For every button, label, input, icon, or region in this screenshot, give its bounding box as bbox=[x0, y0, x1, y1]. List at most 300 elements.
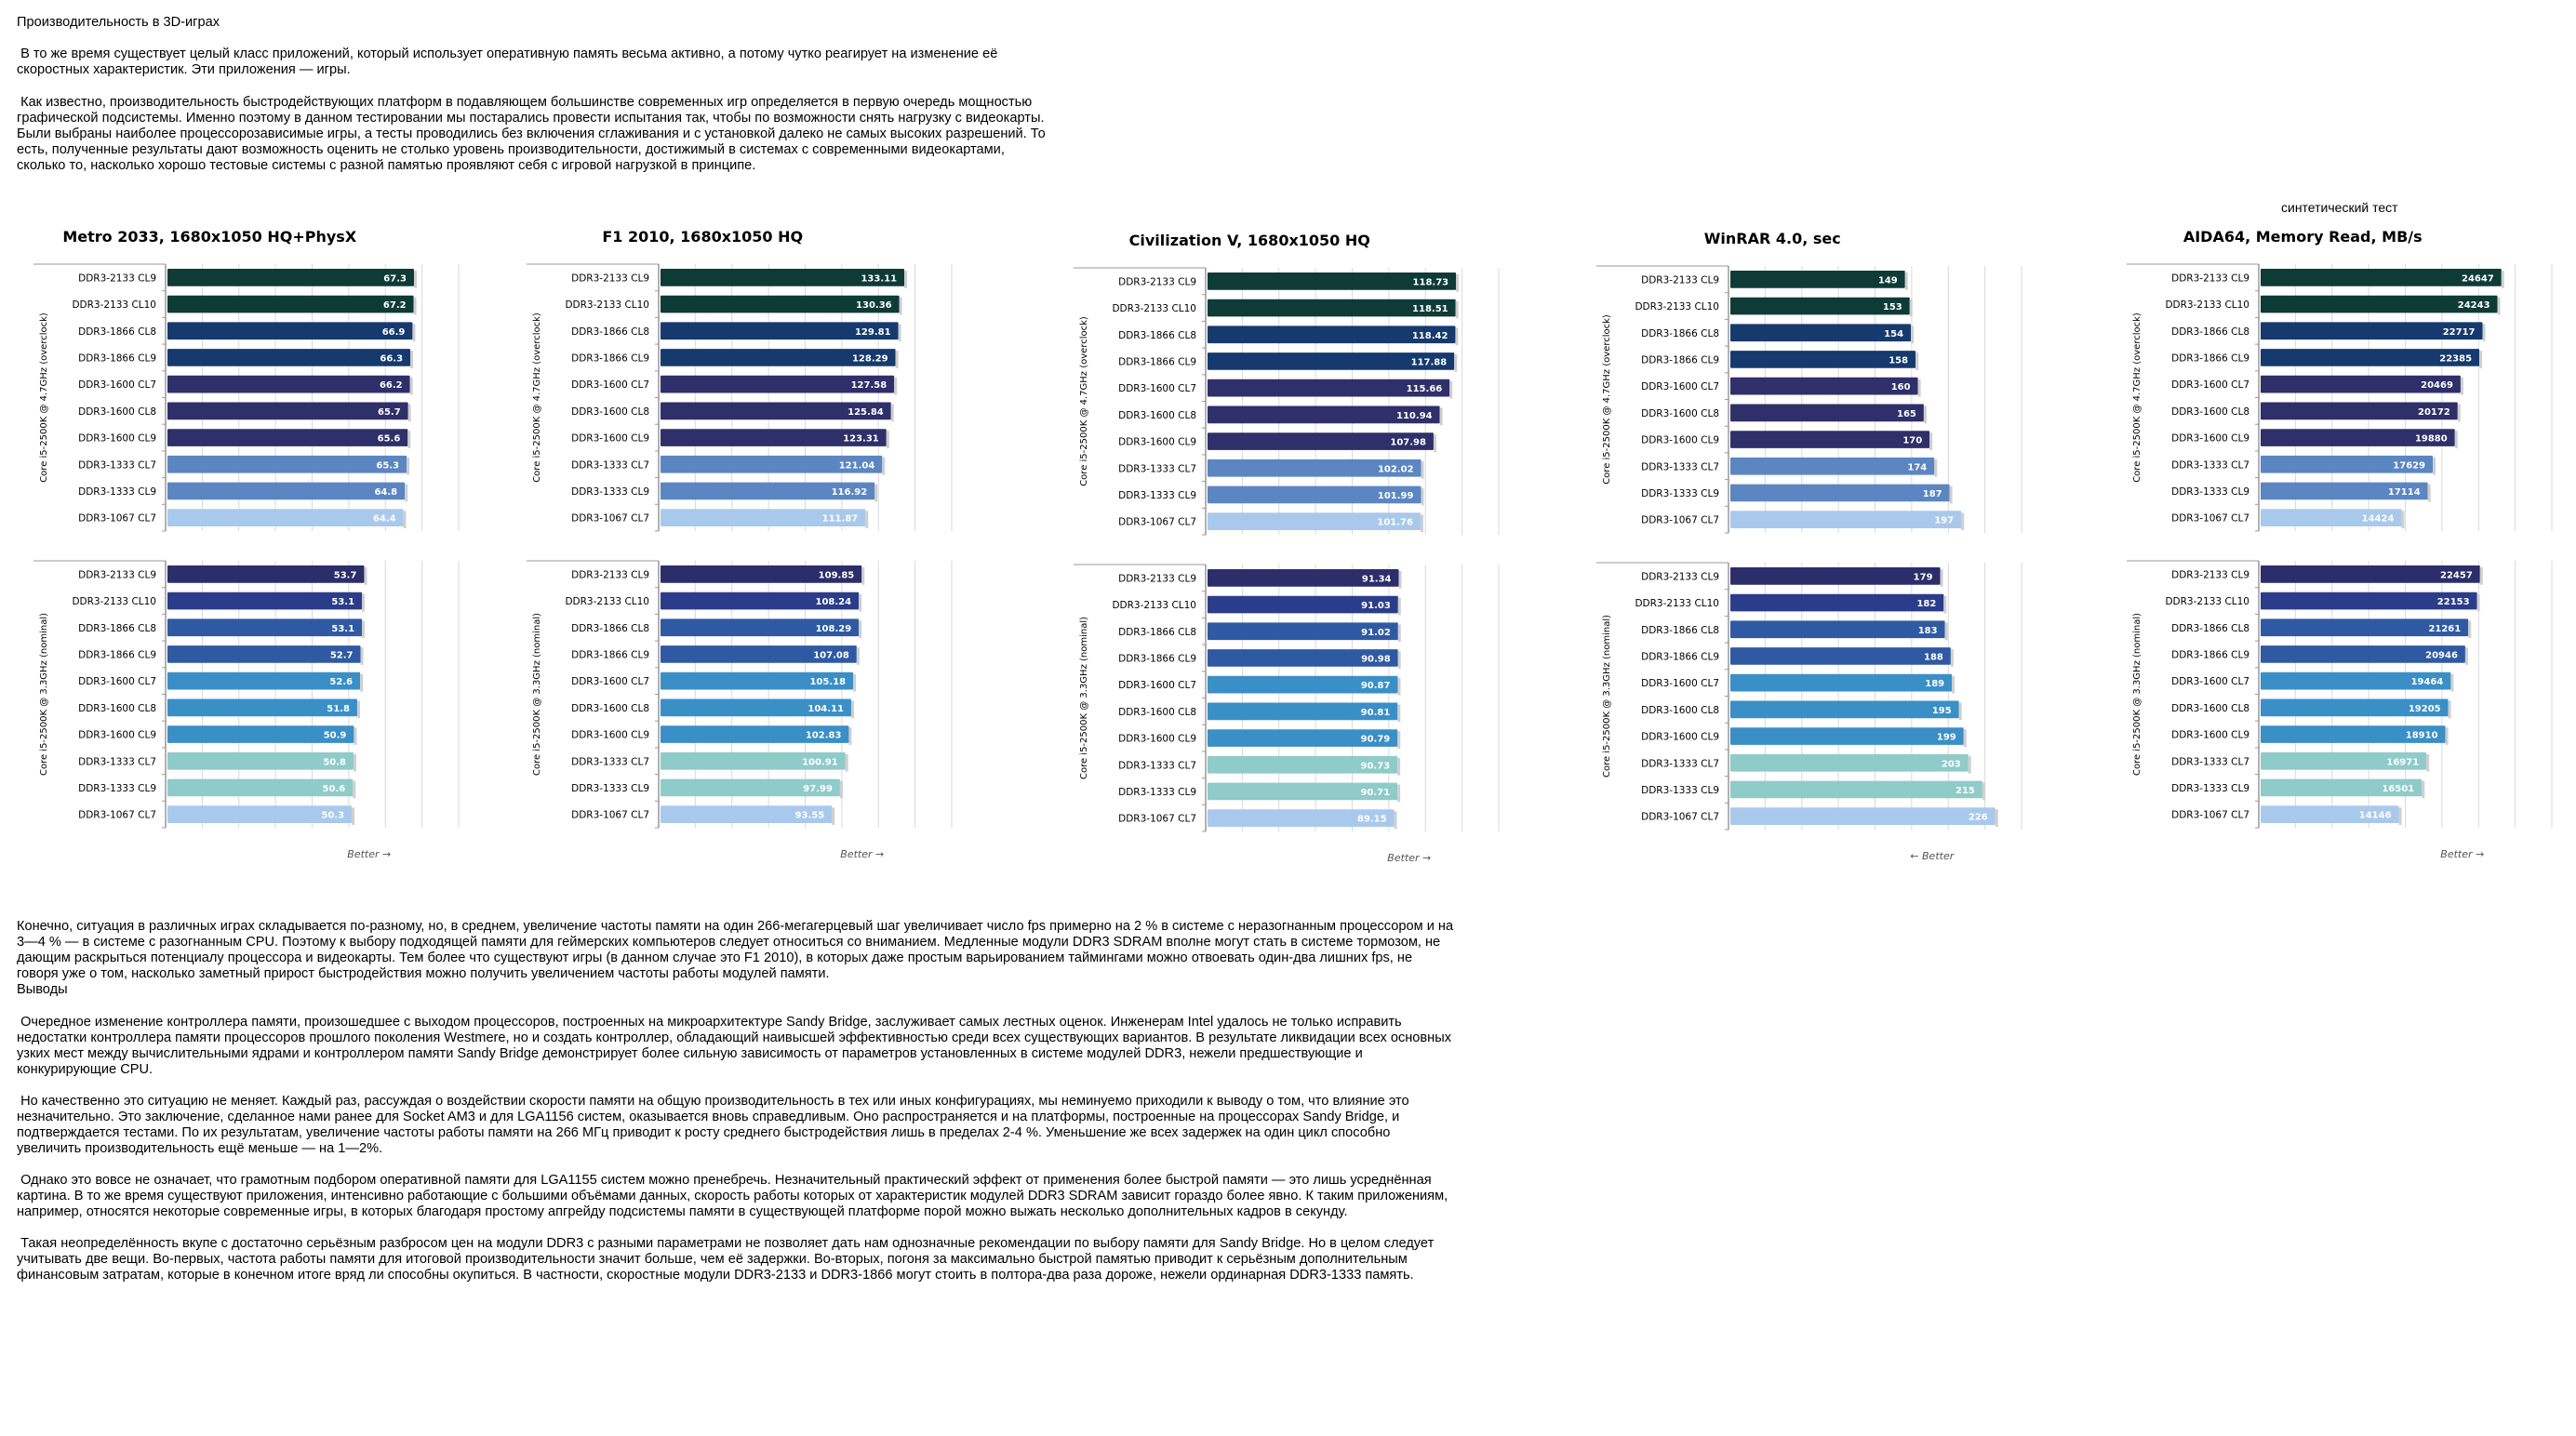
bar-shadow bbox=[2433, 458, 2436, 475]
data-label: 118.42 bbox=[1411, 330, 1448, 341]
group-label: Core i5-2500K @ 4.7GHz (overclock) bbox=[2132, 312, 2142, 483]
bar bbox=[1730, 674, 1952, 692]
data-label: 129.81 bbox=[854, 326, 891, 338]
data-label: 170 bbox=[1902, 435, 1923, 446]
category-label: DDR3-1866 CL9 bbox=[571, 352, 649, 365]
intro-paragraph-1: В то же время существует целый класс приложений, который использует оперативную память весьма активно, а потому чутко реагирует на изменение её скоростных характеристик. Эти приложения — игры. bbox=[17, 47, 998, 77]
chart-title: Civilization V, 1680x1050 HQ bbox=[1128, 232, 1370, 249]
bar-shadow bbox=[414, 271, 417, 288]
data-label: 108.24 bbox=[815, 597, 852, 608]
bar-shadow bbox=[2502, 271, 2504, 288]
category-label: DDR3-1333 CL9 bbox=[1641, 784, 1719, 796]
chart-svg bbox=[527, 221, 964, 860]
category-label: DDR3-1067 CL7 bbox=[78, 809, 156, 821]
bar-shadow bbox=[414, 298, 417, 315]
data-label: 90.81 bbox=[1360, 707, 1391, 718]
bar bbox=[1730, 378, 1918, 395]
category-label: DDR3-1600 CL7 bbox=[1118, 680, 1196, 692]
bar bbox=[167, 483, 405, 500]
bar-shadow bbox=[353, 781, 355, 799]
chart-title: Metro 2033, 1680x1050 HQ+PhysX bbox=[62, 228, 357, 246]
data-label: 50.8 bbox=[323, 757, 347, 768]
bar-shadow bbox=[857, 647, 860, 665]
conclusion-paragraph-3: Но качественно это ситуацию не меняет. Каждый раз, рассуждая о воздействии скорости памяти на общую производительность в тех или иных конфигурациях, мы неминуемо приходили к выводу о том, что влияние это незначительно. Это заключение, сделанное нами ранее для Socket AM3 и для LGA1156 систем, оказывается вновь справедливым. Оно распространяется и на платформы, построенные на процессорах Sandy Bridge, и подтверждается тестами. По их результатам, увеличение частоты работы памяти на 266 МГц приводит к росту среднего быстродействия лишь в пределах 2-4 %. Уменьшение же всех задержек на один цикл способно увеличить производительность ещё меньше — на 1—2%. bbox=[17, 1094, 1409, 1156]
category-label: DDR3-2133 CL10 bbox=[1112, 303, 1196, 315]
data-label: 117.88 bbox=[1410, 357, 1448, 368]
bar bbox=[1730, 351, 1915, 368]
bar-shadow bbox=[362, 594, 365, 612]
category-label: DDR3-1333 CL9 bbox=[78, 782, 156, 794]
category-label: DDR3-2133 CL9 bbox=[571, 273, 649, 285]
group-label: Core i5-2500K @ 3.3GHz (nominal) bbox=[532, 612, 542, 777]
data-label: 24243 bbox=[2457, 300, 2490, 312]
category-label: DDR3-1600 CL7 bbox=[1641, 678, 1719, 690]
category-label: DDR3-1600 CL7 bbox=[1118, 383, 1196, 395]
category-label: DDR3-1600 CL8 bbox=[1118, 409, 1196, 421]
bar bbox=[167, 509, 404, 526]
bar-shadow bbox=[2401, 511, 2404, 528]
data-label: 182 bbox=[1916, 599, 1937, 610]
bar-shadow bbox=[2446, 727, 2449, 745]
bar-shadow bbox=[1456, 301, 1459, 319]
bar-shadow bbox=[1397, 705, 1400, 723]
data-label: 14146 bbox=[2358, 810, 2392, 821]
data-label: 90.73 bbox=[1360, 761, 1391, 772]
group-label: Core i5-2500K @ 4.7GHz (overclock) bbox=[532, 312, 542, 483]
bar-shadow bbox=[887, 431, 889, 448]
data-label: 165 bbox=[1897, 408, 1916, 419]
category-label: DDR3-1333 CL9 bbox=[571, 485, 649, 498]
bar-shadow bbox=[354, 727, 356, 745]
bar-shadow bbox=[1397, 758, 1400, 776]
bar bbox=[1730, 701, 1959, 719]
category-label: DDR3-1333 CL9 bbox=[2171, 782, 2249, 794]
bar-shadow bbox=[1915, 352, 1918, 370]
bar-shadow bbox=[846, 754, 848, 772]
category-label: DDR3-1866 CL8 bbox=[78, 622, 156, 634]
data-label: 100.91 bbox=[802, 757, 838, 768]
bar-shadow bbox=[1398, 624, 1401, 642]
bar-shadow bbox=[357, 701, 360, 719]
better-label: Better → bbox=[1387, 852, 1432, 864]
category-label: DDR3-1333 CL9 bbox=[1641, 487, 1719, 499]
bar-shadow bbox=[1952, 676, 1955, 694]
bar-shadow bbox=[894, 378, 897, 395]
conclusion-paragraph-4: Однако это вовсе не означает, что грамотным подбором оперативной памяти для LGA1155 систем можно пренебречь. Незначительный практический эффект от применения более быстрой памяти — это лишь усреднённая картина. В то же время существуют приложения, интенсивно работающие с большими объёмами данных, скорость работы которых от характеристик модулей DDR3 SDRAM зависит гораздо более явно. К таким приложениям, например, относятся некоторые современные игры, в которых благодаря простому апгрейду подсистемы памяти в существующей платформе порой можно выжать несколько дополнительных кадров в секунду. bbox=[17, 1173, 1448, 1219]
bar bbox=[167, 403, 408, 420]
bar-shadow bbox=[2465, 647, 2468, 665]
conclusion-paragraph-1: Конечно, ситуация в различных играх складывается по-разному, но, в среднем, увеличение частоты памяти на один 266-мегагерцевый шаг увеличивает число fps примерно на 2 % в системе с неразогнанным процессором и на 3—4 % — в системе с разогнанным CPU. Поэтому к выбору подходящей памяти для геймерских компьютеров следует относиться со вниманием. Медленные модули DDR3 SDRAM вполне могут стать в системе тормозом, не дающим раскрыться потенциалу процессора и видеокарты. Тем более что существуют игры (в данном случае это F1 2010), в которых даже простым варьированием таймингами можно отвоевать один-два лишних fps, не говоря уже о том, насколько заметный прирост быстродействия можно получить увеличением частоты работы модулей памяти. Выводы bbox=[17, 919, 1454, 997]
category-label: DDR3-1866 CL8 bbox=[2171, 326, 2249, 338]
data-label: 123.31 bbox=[843, 433, 879, 445]
data-label: 65.6 bbox=[377, 433, 401, 445]
bar-shadow bbox=[2458, 405, 2461, 422]
data-label: 109.85 bbox=[818, 570, 855, 581]
category-label: DDR3-1333 CL7 bbox=[78, 756, 156, 768]
chart-svg bbox=[33, 221, 471, 860]
bar-shadow bbox=[1929, 432, 1932, 450]
category-label: DDR3-2133 CL9 bbox=[1641, 274, 1719, 286]
data-label: 115.66 bbox=[1406, 384, 1443, 395]
bar-shadow bbox=[410, 378, 413, 395]
bar-shadow bbox=[2480, 567, 2483, 585]
bar-shadow bbox=[1421, 461, 1424, 479]
bar-shadow bbox=[1950, 486, 1953, 504]
data-label: 20469 bbox=[2421, 380, 2453, 392]
bar-shadow bbox=[1421, 514, 1423, 532]
category-label: DDR3-1333 CL9 bbox=[2171, 485, 2249, 498]
group-label: Core i5-2500K @ 3.3GHz (nominal) bbox=[1079, 616, 1089, 780]
better-label: ← Better bbox=[1910, 850, 1955, 862]
bar-shadow bbox=[1951, 649, 1954, 667]
bar-shadow bbox=[1982, 783, 1985, 801]
data-label: 111.87 bbox=[821, 513, 859, 525]
bar bbox=[1730, 807, 1995, 825]
category-label: DDR3-1333 CL7 bbox=[1118, 463, 1196, 475]
category-label: DDR3-2133 CL9 bbox=[1118, 573, 1196, 585]
data-label: 22153 bbox=[2436, 597, 2470, 608]
category-label: DDR3-1600 CL9 bbox=[571, 729, 649, 741]
data-label: 199 bbox=[1936, 732, 1956, 743]
bar-shadow bbox=[891, 405, 894, 422]
bar-shadow bbox=[840, 781, 843, 799]
bar-shadow bbox=[407, 458, 409, 475]
data-label: 187 bbox=[1922, 488, 1942, 499]
bar-shadow bbox=[1995, 809, 1998, 827]
category-label: DDR3-1866 CL8 bbox=[1118, 329, 1196, 341]
bar bbox=[1730, 594, 1943, 612]
data-label: 22457 bbox=[2440, 570, 2473, 581]
category-label: DDR3-1866 CL9 bbox=[2171, 649, 2249, 661]
bar-shadow bbox=[405, 485, 407, 502]
data-label: 101.99 bbox=[1377, 490, 1414, 501]
category-label: DDR3-1866 CL9 bbox=[1118, 653, 1196, 665]
bar-shadow bbox=[1421, 488, 1423, 506]
data-label: 91.34 bbox=[1361, 574, 1392, 585]
category-label: DDR3-1600 CL9 bbox=[571, 432, 649, 445]
category-label: DDR3-1600 CL8 bbox=[78, 406, 156, 418]
category-label: DDR3-1600 CL7 bbox=[571, 379, 649, 392]
chart-metro-2033 bbox=[33, 221, 471, 860]
bar-shadow bbox=[1964, 729, 1967, 747]
bar-shadow bbox=[2455, 431, 2458, 448]
data-label: 226 bbox=[1968, 812, 1988, 823]
bar-shadow bbox=[1398, 598, 1401, 616]
data-label: 127.58 bbox=[850, 380, 888, 392]
category-label: DDR3-1333 CL7 bbox=[571, 756, 649, 768]
category-label: DDR3-2133 CL10 bbox=[565, 299, 649, 312]
category-label: DDR3-1333 CL7 bbox=[571, 459, 649, 472]
category-label: DDR3-2133 CL9 bbox=[1641, 571, 1719, 583]
category-label: DDR3-1600 CL8 bbox=[571, 702, 649, 714]
bar-shadow bbox=[362, 620, 365, 638]
category-label: DDR3-1333 CL7 bbox=[1641, 461, 1719, 473]
data-label: 133.11 bbox=[861, 273, 898, 285]
data-label: 20946 bbox=[2425, 650, 2458, 661]
bar-shadow bbox=[2468, 620, 2471, 638]
bar-shadow bbox=[2479, 351, 2482, 368]
data-label: 67.2 bbox=[382, 300, 407, 312]
better-label: Better → bbox=[2440, 848, 2485, 860]
category-label: DDR3-1600 CL7 bbox=[1641, 381, 1719, 393]
bar bbox=[1730, 754, 1969, 772]
data-label: 89.15 bbox=[1356, 814, 1387, 825]
data-label: 50.3 bbox=[321, 810, 345, 821]
category-label: DDR3-1333 CL7 bbox=[2171, 756, 2249, 768]
bar-shadow bbox=[1397, 785, 1400, 803]
category-label: DDR3-1866 CL9 bbox=[1118, 356, 1196, 368]
page-heading: Производительность в 3D-играх bbox=[17, 15, 220, 30]
data-label: 18910 bbox=[2405, 730, 2438, 741]
category-label: DDR3-2133 CL10 bbox=[2165, 596, 2249, 608]
data-label: 102.02 bbox=[1377, 464, 1414, 475]
bar-shadow bbox=[408, 405, 411, 422]
group-label: Core i5-2500K @ 3.3GHz (nominal) bbox=[39, 612, 49, 777]
data-label: 65.3 bbox=[376, 460, 400, 472]
data-label: 101.76 bbox=[1377, 517, 1413, 528]
category-label: DDR3-2133 CL9 bbox=[78, 273, 156, 285]
bar-shadow bbox=[853, 674, 856, 692]
data-label: 149 bbox=[1877, 275, 1898, 286]
bar-shadow bbox=[1924, 406, 1927, 424]
data-label: 52.6 bbox=[329, 677, 354, 688]
bar-shadow bbox=[352, 807, 354, 825]
data-label: 90.71 bbox=[1360, 787, 1391, 798]
data-label: 53.1 bbox=[331, 623, 355, 634]
intro-paragraph-2: Как известно, производительность быстродействующих платформ в подавляющем большинстве современных игр определяется в первую очередь мощностью графической подсистемы. Именно поэтому в данном тестировании мы постарались провести испытания так, чтобы по возможности снять нагрузку с видеокарты. Были выбраны наиболее процессорозависимые игры, а тесты проводились без включения сглаживания и с установкой далеко не самых высоких разрешений. То есть, полученные результаты дают возможность оценить не столько уровень производительности, достижимый в системах с современными видеокартами, сколько то, насколько хорошо тестовые системы с разной памятью проявляют себя с игровой нагрузкой в принципе. bbox=[17, 95, 1046, 173]
data-label: 128.29 bbox=[851, 353, 888, 365]
bar-shadow bbox=[1398, 651, 1401, 669]
bar-shadow bbox=[1934, 459, 1937, 477]
data-label: 90.98 bbox=[1361, 654, 1391, 665]
chart-civilization-v bbox=[1074, 225, 1511, 864]
group-label: Core i5-2500K @ 3.3GHz (nominal) bbox=[1602, 614, 1612, 778]
data-label: 125.84 bbox=[848, 406, 884, 418]
data-label: 91.03 bbox=[1361, 601, 1391, 612]
chart-svg bbox=[1074, 225, 1511, 864]
data-label: 16971 bbox=[2386, 757, 2420, 768]
category-label: DDR3-1866 CL9 bbox=[78, 352, 156, 365]
chart-svg bbox=[2127, 221, 2564, 860]
category-label: DDR3-1600 CL7 bbox=[78, 676, 156, 688]
bar-shadow bbox=[1440, 408, 1443, 426]
bar-shadow bbox=[874, 485, 877, 502]
data-label: 90.79 bbox=[1360, 734, 1391, 745]
category-label: DDR3-1600 CL8 bbox=[1641, 407, 1719, 419]
data-label: 107.08 bbox=[813, 650, 849, 661]
category-label: DDR3-1333 CL7 bbox=[2171, 459, 2249, 472]
bar-shadow bbox=[1945, 622, 1948, 640]
category-label: DDR3-1600 CL9 bbox=[78, 729, 156, 741]
data-label: 108.29 bbox=[815, 623, 852, 634]
bar-shadow bbox=[882, 458, 885, 475]
data-label: 51.8 bbox=[327, 703, 350, 714]
category-label: DDR3-1600 CL9 bbox=[1641, 731, 1719, 743]
data-label: 93.55 bbox=[794, 810, 825, 821]
category-label: DDR3-1067 CL7 bbox=[2171, 809, 2249, 821]
bar-shadow bbox=[1395, 811, 1397, 829]
category-label: DDR3-2133 CL10 bbox=[72, 596, 156, 608]
bar-shadow bbox=[364, 567, 367, 585]
category-label: DDR3-1600 CL9 bbox=[1118, 436, 1196, 448]
data-label: 16501 bbox=[2382, 783, 2415, 794]
bar-shadow bbox=[1910, 299, 1913, 317]
bar-shadow bbox=[2422, 781, 2424, 799]
category-label: DDR3-1600 CL8 bbox=[571, 406, 649, 418]
data-label: 153 bbox=[1882, 302, 1902, 313]
data-label: 189 bbox=[1925, 679, 1945, 690]
category-label: DDR3-1600 CL9 bbox=[2171, 729, 2249, 741]
data-label: 50.9 bbox=[323, 730, 347, 741]
category-label: DDR3-1600 CL8 bbox=[1641, 704, 1719, 716]
category-label: DDR3-2133 CL10 bbox=[2165, 299, 2249, 312]
bar-shadow bbox=[851, 701, 854, 719]
category-label: DDR3-1333 CL9 bbox=[78, 485, 156, 498]
category-label: DDR3-2133 CL10 bbox=[1635, 598, 1719, 610]
category-label: DDR3-1866 CL9 bbox=[1641, 354, 1719, 366]
category-label: DDR3-1067 CL7 bbox=[571, 512, 649, 525]
bar bbox=[1730, 567, 1941, 585]
data-label: 66.9 bbox=[381, 326, 406, 338]
category-label: DDR3-1600 CL8 bbox=[1118, 706, 1196, 718]
bar bbox=[1730, 647, 1951, 665]
bar bbox=[1730, 458, 1934, 475]
bar-shadow bbox=[2477, 594, 2480, 612]
data-label: 105.18 bbox=[809, 677, 847, 688]
category-label: DDR3-1866 CL8 bbox=[1641, 624, 1719, 636]
category-label: DDR3-1067 CL7 bbox=[1641, 811, 1719, 823]
category-label: DDR3-1067 CL7 bbox=[78, 512, 156, 525]
bar bbox=[1730, 485, 1950, 502]
data-label: 104.11 bbox=[808, 703, 844, 714]
category-label: DDR3-1866 CL9 bbox=[571, 649, 649, 661]
bar-shadow bbox=[1399, 571, 1402, 589]
category-label: DDR3-2133 CL9 bbox=[1118, 276, 1196, 288]
bar bbox=[1730, 431, 1929, 448]
data-label: 160 bbox=[1890, 382, 1911, 393]
bar bbox=[167, 349, 410, 366]
bar bbox=[167, 456, 407, 473]
data-label: 188 bbox=[1924, 652, 1943, 663]
bar-shadow bbox=[354, 754, 356, 772]
data-label: 102.83 bbox=[805, 730, 842, 741]
category-label: DDR3-1333 CL7 bbox=[1641, 758, 1719, 770]
bar-shadow bbox=[1911, 326, 1914, 343]
bar bbox=[1730, 620, 1945, 638]
data-label: 116.92 bbox=[831, 486, 868, 498]
bar-shadow bbox=[2449, 701, 2451, 719]
data-label: 14424 bbox=[2361, 513, 2395, 525]
category-label: DDR3-1600 CL9 bbox=[1641, 434, 1719, 446]
bar-shadow bbox=[2428, 485, 2431, 502]
chart-svg bbox=[1596, 223, 2034, 862]
data-label: 107.98 bbox=[1390, 437, 1426, 448]
bar-shadow bbox=[1941, 569, 1943, 587]
better-label: Better → bbox=[347, 848, 392, 860]
data-label: 24647 bbox=[2461, 273, 2494, 285]
bar-shadow bbox=[404, 511, 407, 528]
data-label: 174 bbox=[1907, 462, 1928, 473]
category-label: DDR3-2133 CL10 bbox=[565, 596, 649, 608]
bar-shadow bbox=[361, 647, 364, 665]
bar-shadow bbox=[1454, 354, 1457, 372]
bar-shadow bbox=[1434, 434, 1436, 452]
data-label: 118.73 bbox=[1412, 277, 1449, 288]
data-label: 203 bbox=[1941, 759, 1961, 770]
category-label: DDR3-1866 CL8 bbox=[1641, 327, 1719, 339]
data-label: 19880 bbox=[2414, 433, 2448, 445]
bar-shadow bbox=[1943, 596, 1946, 614]
category-label: DDR3-2133 CL9 bbox=[2171, 569, 2249, 581]
data-label: 17114 bbox=[2387, 486, 2421, 498]
data-label: 90.87 bbox=[1360, 681, 1391, 692]
bar-shadow bbox=[2483, 324, 2486, 341]
bar-shadow bbox=[1918, 379, 1921, 397]
bar bbox=[167, 322, 412, 339]
bar-shadow bbox=[1397, 731, 1400, 749]
category-label: DDR3-1333 CL7 bbox=[1118, 760, 1196, 772]
bar bbox=[167, 376, 410, 393]
data-label: 110.94 bbox=[1396, 410, 1433, 421]
bar bbox=[1730, 781, 1982, 799]
category-label: DDR3-2133 CL9 bbox=[571, 569, 649, 581]
data-label: 19205 bbox=[2408, 703, 2441, 714]
bar-shadow bbox=[1961, 512, 1964, 530]
data-label: 22717 bbox=[2442, 326, 2476, 338]
bar bbox=[167, 269, 414, 286]
category-label: DDR3-1333 CL9 bbox=[571, 782, 649, 794]
data-label: 121.04 bbox=[838, 460, 875, 472]
bar-shadow bbox=[899, 324, 901, 341]
bar-shadow bbox=[2450, 674, 2453, 692]
data-label: 66.2 bbox=[379, 380, 403, 392]
chart-f1-2010 bbox=[527, 221, 964, 860]
group-label: Core i5-2500K @ 4.7GHz (overclock) bbox=[1079, 316, 1089, 486]
bar-shadow bbox=[2461, 378, 2463, 395]
group-label: Core i5-2500K @ 4.7GHz (overclock) bbox=[1602, 314, 1612, 485]
data-label: 66.3 bbox=[380, 353, 404, 365]
data-label: 67.3 bbox=[383, 273, 407, 285]
bar-shadow bbox=[1449, 381, 1452, 399]
data-label: 195 bbox=[1931, 705, 1952, 716]
bar-shadow bbox=[360, 674, 363, 692]
bar-shadow bbox=[2498, 298, 2501, 315]
category-label: DDR3-2133 CL10 bbox=[1635, 301, 1719, 313]
category-label: DDR3-1067 CL7 bbox=[571, 809, 649, 821]
data-label: 154 bbox=[1884, 328, 1904, 339]
data-label: 97.99 bbox=[803, 783, 833, 794]
data-label: 65.7 bbox=[378, 406, 401, 418]
bar-shadow bbox=[848, 727, 851, 745]
category-label: DDR3-1600 CL8 bbox=[2171, 702, 2249, 714]
bar bbox=[167, 429, 407, 446]
data-label: 21261 bbox=[2428, 623, 2462, 634]
data-label: 179 bbox=[1913, 572, 1933, 583]
category-label: DDR3-1067 CL7 bbox=[1118, 813, 1196, 825]
synthetic-test-label: синтетический тест bbox=[2281, 200, 2398, 215]
bar-shadow bbox=[859, 594, 861, 612]
chart-title: AIDA64, Memory Read, MB/s bbox=[2182, 228, 2423, 246]
bar-shadow bbox=[900, 298, 902, 315]
bar bbox=[1730, 511, 1961, 528]
data-label: 197 bbox=[1934, 515, 1955, 526]
better-label: Better → bbox=[840, 848, 885, 860]
group-label: Core i5-2500K @ 3.3GHz (nominal) bbox=[2132, 612, 2142, 777]
data-label: 17629 bbox=[2393, 460, 2426, 472]
chart-aida64 bbox=[2127, 221, 2564, 860]
bar-shadow bbox=[896, 351, 899, 368]
category-label: DDR3-1333 CL9 bbox=[1118, 786, 1196, 798]
